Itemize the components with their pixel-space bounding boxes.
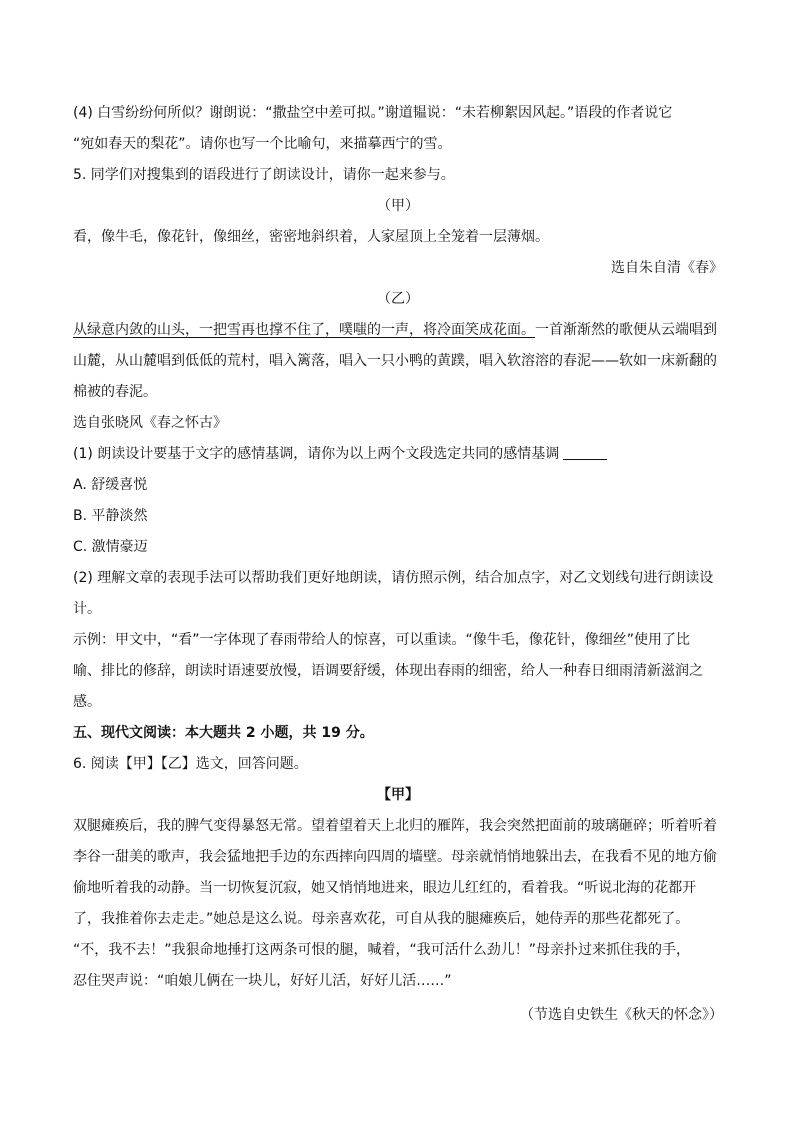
passage-line: 了，我推着你去走走。”她总是这么说。母亲喜欢花，可自从我的腿瘫痪后，她侍弄的那些花都死了。 [73, 911, 690, 927]
q6-title: 6. 阅读【甲】【乙】选文，回答问题。 [73, 756, 308, 772]
option-b: B. 平静淡然 [73, 508, 148, 524]
option-c: C. 激情豪迈 [73, 539, 148, 555]
option-a: A. 舒缓喜悦 [73, 477, 148, 493]
yi-line-2: 山麓，从山麓唱到低低的荒村，唱入篱落，唱入一只小鸭的黄蹼，唱入软溶溶的春泥——软如一床新翻的 [73, 353, 717, 369]
q5-1-line [73, 444, 723, 464]
yi-line-3: 棉被的春泥。 [73, 384, 157, 400]
passage-line: 偷地听着我的动静。当一切恢复沉寂，她又悄悄地进来，眼边儿红红的，看着我。“听说北海的花都开 [73, 880, 697, 896]
example-line-2: 喻、排比的修辞，朗读时语速要放慢，语调要舒缓，体现出春雨的细密，给人一种春日细雨清新滋润之 [73, 663, 703, 679]
q4-line-1: (4) 白雪纷纷何所似？谢朗说：“撒盐空中差可拟。”谢道韫说：“未若柳絮因风起。”语段的作者说它 [73, 105, 673, 121]
yi-source: 选自张晓风《春之怀古》 [73, 415, 227, 431]
q4-line-2: “宛如春天的梨花”。请你也写一个比喻句，来描摹西宁的雪。 [73, 136, 452, 152]
jia-source: 选自朱自清《春》 [611, 260, 723, 276]
q5-1-text: (1) 朗读设计要基于文字的感情基调，请你为以上两个文段选定共同的感情基调 [73, 446, 560, 462]
jia-text: 看，像牛毛，像花针，像细丝，密密地斜织着，人家屋顶上全笼着一层薄烟。 [73, 229, 549, 245]
q5-title: 5. 同学们对搜集到的语段进行了朗读设计，请你一起来参与。 [73, 167, 455, 183]
q5-2-line-1: (2) 理解文章的表现手法可以帮助我们更好地朗读，请仿照示例，结合加点字，对乙文划线句进行朗读设 [73, 570, 714, 586]
yi-line-1-rest: 一首渐渐然的歌便从云端唱到 [535, 322, 717, 338]
passage-source: （节选自史铁生《秋天的怀念》） [520, 1007, 723, 1023]
jia2-heading: 【甲】 [377, 787, 419, 803]
yi-heading: （乙） [377, 291, 419, 307]
q5-2-line-2: 计。 [73, 601, 101, 617]
passage-line: 双腿瘫痪后，我的脾气变得暴怒无常。望着望着天上北归的雁阵，我会突然把面前的玻璃砸碎；听着听着 [73, 818, 717, 834]
jia-heading: （甲） [377, 198, 419, 214]
passage-line: 忍住哭声说：“咱娘儿俩在一块儿，好好儿活，好好儿活……” [73, 973, 452, 989]
passage-line: 李谷一甜美的歌声，我会猛地把手边的东西摔向四周的墙壁。母亲就悄悄地躲出去，在我看不见的地方偷 [73, 849, 717, 865]
answer-blank[interactable] [563, 445, 607, 460]
example-line-1: 示例：甲文中，“看”一字体现了春雨带给人的惊喜，可以重读。“像牛毛，像花针，像细丝”使用了比 [73, 632, 691, 648]
passage-line: “不，我不去！”我狠命地捶打这两条可恨的腿，喊着，“我可活什么劲儿！”母亲扑过来抓住我的手， [73, 942, 691, 958]
yi-line-1 [73, 320, 723, 340]
yi-underlined-sentence: 从绿意内敛的山头，一把雪再也撑不住了，噗嗤的一声，将冷面笑成花面。 [73, 322, 535, 338]
example-line-3: 感。 [73, 694, 101, 710]
section-5-heading: 五、现代文阅读：本大题共 2 小题，共 19 分。 [73, 725, 374, 741]
